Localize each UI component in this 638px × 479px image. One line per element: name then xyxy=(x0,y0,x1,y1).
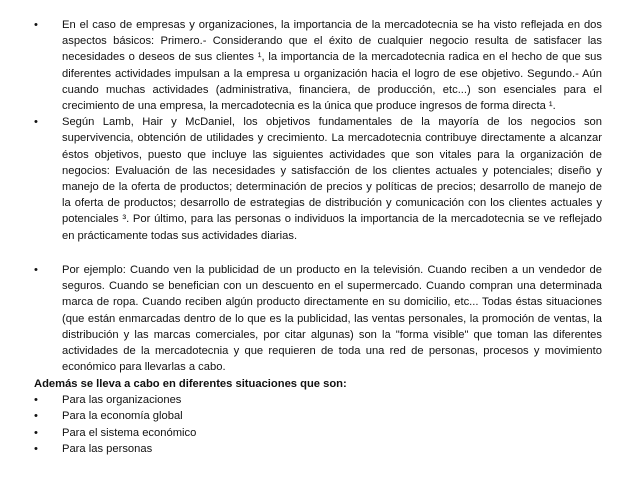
list-item xyxy=(34,262,602,375)
bullet-marker: • xyxy=(34,426,38,439)
list-item xyxy=(34,425,602,441)
paragraph-text: Por ejemplo: Cuando ven la publicidad de un producto en la televisión. Cuando reciben a un vendedor de seguros. Cuando se benefician con un descuento en el supermercado. Cuando compran una determinada marca de ropa. Cuando reciben algún producto directamente en su domicilio, etc... Todas éstas situaciones (que están enmarcadas dentro de lo que es la publicidad, las ventas personales, la promoción de ventas, la distribución y las marcas comerciales, por citar algunas) son la "forma visible" que toman las diferentes actividades de la mercadotecnia y que requieren de toda una red de personas, procesos y movimiento económico para llevarlas a cabo. xyxy=(62,264,602,374)
situation-text: Para la economía global xyxy=(62,410,183,423)
bullet-marker: • xyxy=(34,116,38,129)
list-item xyxy=(34,441,602,457)
situation-text: Para las organizaciones xyxy=(62,394,182,406)
bullet-marker: • xyxy=(34,264,38,276)
list-item xyxy=(34,17,602,114)
bullet-marker: • xyxy=(34,394,38,406)
situations-list xyxy=(34,392,602,458)
list-item xyxy=(34,392,602,408)
bullet-marker: • xyxy=(34,410,38,423)
situation-text: Para el sistema económico xyxy=(62,426,197,439)
bullet-marker: • xyxy=(34,443,38,456)
situations-heading: Además se lleva a cabo en diferentes situaciones que son: xyxy=(34,378,347,390)
list-item xyxy=(34,408,602,424)
bullet-marker: • xyxy=(34,19,38,31)
situation-text: Para las personas xyxy=(62,443,153,456)
paragraph-text: En el caso de empresas y organizaciones, la importancia de la mercadotecnia se ha visto reflejada en dos aspectos básicos: Primero.- Considerando que el éxito de cualquier negocio resulta de satisfacer las necesidades o deseos de sus clientes ¹, la importancia de la mercadotecnia radica en el hecho de que sus diferentes actividades impulsan a la empresa u organización hacia el logro de ese objetivo. Segundo.- Aún cuando muchas actividades (administrativa, financiera, de producción, etc...) son esenciales para el crecimiento de una empresa, la mercadotecnia es la única que produce ingresos de forma directa ¹. xyxy=(62,19,602,113)
list-item xyxy=(34,114,602,244)
example-bullet-list xyxy=(34,262,602,375)
importance-bullet-list xyxy=(34,17,602,244)
paragraph-text: Según Lamb, Hair y McDaniel, los objetivos fundamentales de la mayoría de los negocios son supervivencia, obtención de utilidades y crecimiento. La mercadotecnia contribuye directamente a alcanzar éstos objetivos, puesto que incluye las siguientes actividades que son vitales para la organización de negocios: Evaluación de las necesidades y satisfacción de los clientes actuales y potenciales; diseño y manejo de la oferta de productos; determinación de precios y políticas de precios; desarrollo de manejo de la oferta de productos; desarrollo de estrategias de distribución y comunicación con los clientes actuales y potenciales ³. Por último, para las personas o individuos la importancia de la mercadotecnia se ve reflejado en prácticamente todas sus actividades diarias. xyxy=(62,116,602,242)
